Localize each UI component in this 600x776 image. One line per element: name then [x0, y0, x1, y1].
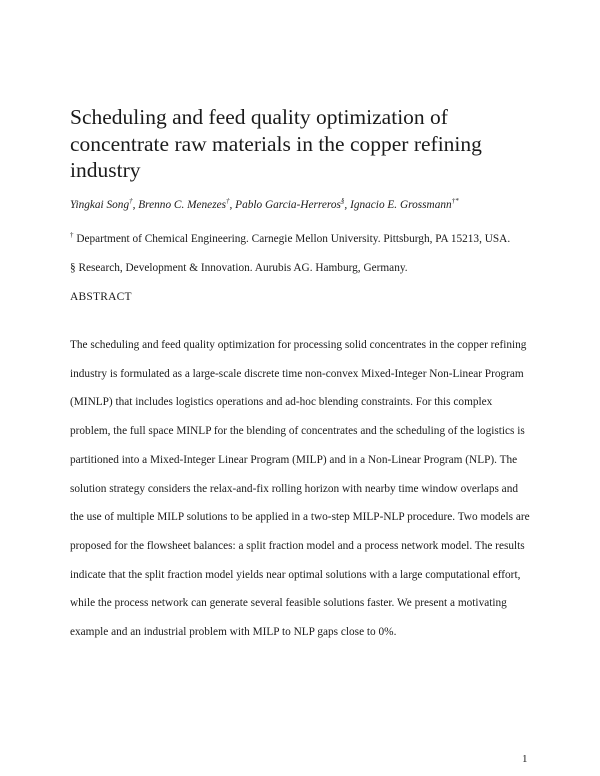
author-name: Yingkai Song	[70, 199, 130, 211]
author-separator: ,	[229, 199, 236, 211]
author-name: Pablo Garcia-Herreros	[235, 199, 341, 211]
author-separator: ,	[344, 199, 351, 211]
author-list	[70, 198, 550, 212]
paper-title: Scheduling and feed quality optimization of concentrate raw materials in the copper refining industry	[70, 105, 482, 182]
author-mark: †*	[451, 197, 459, 206]
abstract-heading: ABSTRACT	[70, 291, 132, 303]
author-mark: †	[129, 197, 133, 206]
author-name: Ignacio E. Grossmann	[350, 199, 452, 211]
abstract-body: The scheduling and feed quality optimization for processing solid concentrates in the copper refining industry is formulated as a large-scale discrete time non-convex Mixed-Integer Non-Linear Program (MINLP) that includes logistics operations and ad-hoc blending constraints. For this complex problem, the full space MINLP for the blending of concentrates and the scheduling of the logistics is partitioned into a Mixed-Integer Linear Program (MILP) and in a Non-Linear Program (NLP). The solution strategy considers the relax-and-fix rolling horizon with nearby time window overlaps and the use of multiple MILP solutions to be applied in a two-step MILP-NLP procedure. Two models are proposed for the flowsheet balances: a split fraction model and a process network model. The results indicate that the split fraction model yields near optimal solutions with a large computational effort, while the process network can generate several feasible solutions faster. We present a motivating example and an industrial problem with MILP to NLP gaps close to 0%.	[70, 339, 530, 639]
affiliation-text: § Research, Development & Innovation. Aurubis AG. Hamburg, Germany.	[70, 262, 408, 274]
author-mark: †	[226, 197, 230, 206]
affiliation-aurubis	[70, 261, 550, 275]
author-name: Brenno C. Menezes	[138, 199, 227, 211]
author-separator: ,	[132, 199, 139, 211]
author-mark: §	[340, 197, 345, 206]
affiliation-text: Department of Chemical Engineering. Carnegie Mellon University. Pittsburgh, PA 15213, USA.	[73, 233, 511, 245]
affiliation-cmu	[70, 232, 550, 246]
page-number: 1	[522, 753, 528, 765]
affiliation-mark: †	[70, 231, 74, 240]
